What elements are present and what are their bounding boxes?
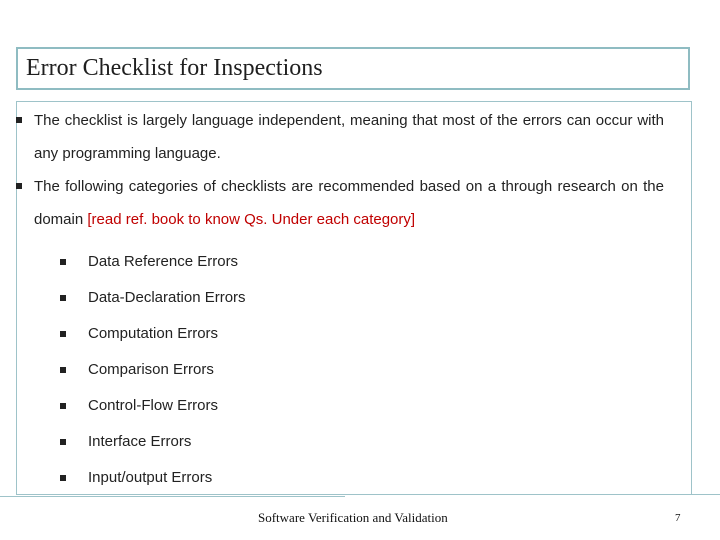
- category-item: [60, 397, 218, 414]
- slide-title: Error Checklist for Inspections: [26, 55, 323, 81]
- category-item: [60, 253, 238, 270]
- slide-title-box: [16, 47, 690, 90]
- bullet-square-icon: [60, 331, 66, 337]
- footer-divider-right: [345, 494, 720, 495]
- bullet-square-icon: [12, 176, 34, 196]
- category-label: Input/output Errors: [88, 469, 213, 486]
- category-label: Interface Errors: [88, 433, 192, 450]
- bullet-square-icon: [60, 367, 66, 373]
- category-item: [60, 325, 218, 342]
- page-number: 7: [675, 512, 681, 524]
- category-label: Data Reference Errors: [88, 253, 239, 270]
- bullet-square-icon: [12, 110, 34, 130]
- category-label: Comparison Errors: [88, 361, 214, 378]
- category-item: [60, 289, 246, 306]
- bullet-square-icon: [60, 259, 66, 265]
- bullet-square-icon: [60, 475, 66, 481]
- category-label: Control-Flow Errors: [88, 397, 219, 414]
- bullet-square-icon: [60, 439, 66, 445]
- bullet-item-1: [12, 110, 684, 170]
- reference-note: [read ref. book to know Qs. Under each category]: [87, 211, 416, 228]
- bullet-text-1: The checklist is largely language independent, meaning that most of the errors can occur with any programming language.: [34, 112, 664, 162]
- category-item: [60, 469, 212, 486]
- bullet-text-2: [34, 170, 664, 236]
- footer-divider-left: [0, 496, 345, 497]
- category-label: Data-Declaration Errors: [88, 289, 246, 306]
- bullet-square-icon: [60, 403, 66, 409]
- bullet-square-icon: [60, 295, 66, 301]
- bullet-text-2-main: The following categories of checklists are recommended based on a through research on the domain: [34, 178, 664, 228]
- category-item: [60, 361, 214, 378]
- footer-text: Software Verification and Validation: [258, 510, 448, 525]
- category-item: [60, 433, 191, 450]
- bullet-item-2: [12, 176, 684, 236]
- category-label: Computation Errors: [88, 325, 219, 342]
